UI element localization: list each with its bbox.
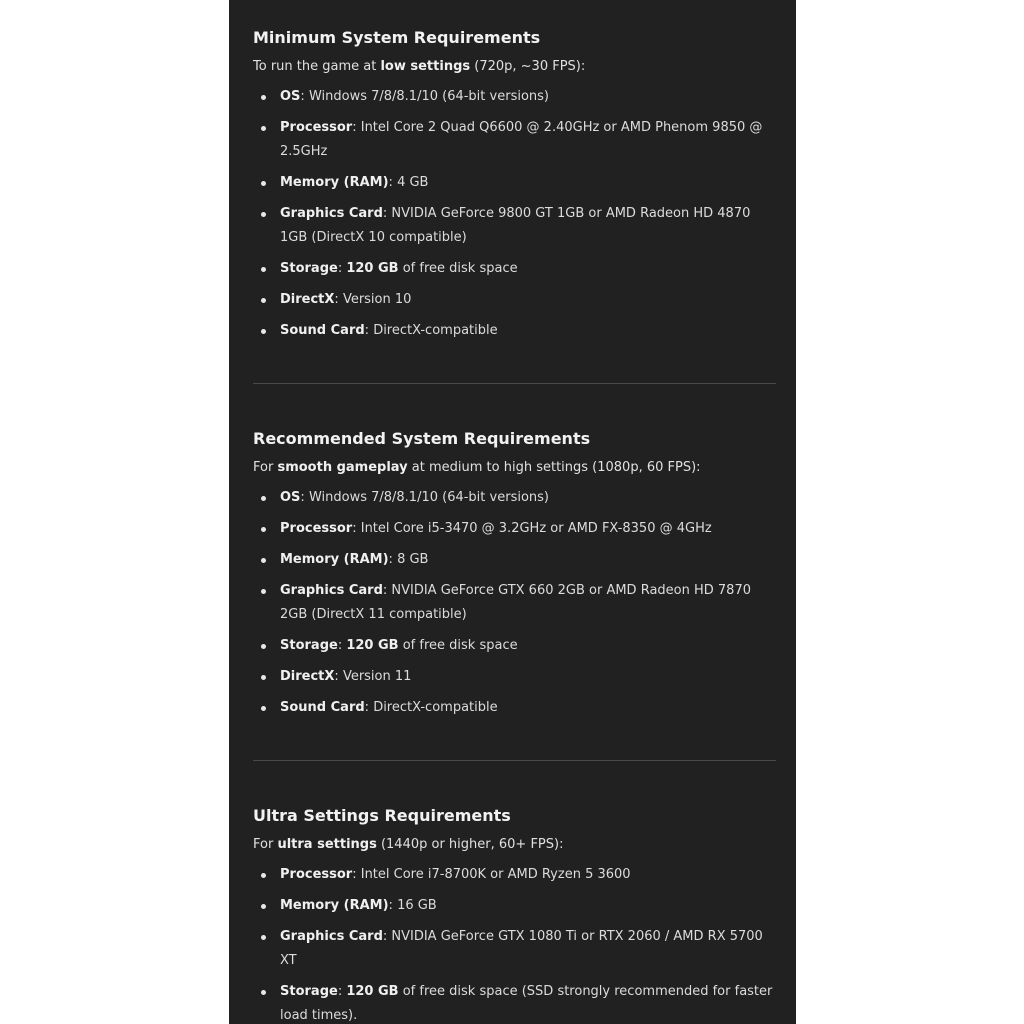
intro-text: (720p, ~30 FPS): [470,59,586,74]
item-label: Graphics Card [280,206,383,221]
item-separator: : [388,175,398,190]
item-separator: : [300,490,309,505]
item-separator: : [352,521,361,536]
item-label: Processor [280,521,353,536]
item-separator: : [382,206,392,221]
bullet-icon [261,675,266,680]
minimum-requirements-section [253,0,776,343]
item-value-emphasis: 120 GB [346,984,399,999]
list-item [253,171,776,195]
item-label: Storage [280,638,338,653]
list-item [253,696,776,720]
item-label: Processor [280,120,353,135]
item-label: Storage [280,261,338,276]
list-item [253,319,776,343]
bullet-icon [261,558,266,563]
list-item [253,925,776,973]
list-item [253,863,776,887]
intro-text: at medium to high settings (1080p, 60 FPS): [407,460,701,475]
item-separator: : [334,292,343,307]
item-separator: : [352,120,361,135]
item-separator: : [337,261,347,276]
list-item [253,548,776,572]
bullet-icon [261,527,266,532]
item-value: Version 11 [342,669,412,684]
item-separator: : [364,700,374,715]
bullet-icon [261,644,266,649]
bullet-icon [261,873,266,878]
item-value: NVIDIA GeForce GTX 660 2GB or AMD Radeon HD 7870 2GB (DirectX 11 compatible) [280,583,751,622]
item-separator: : [388,552,398,567]
bullet-icon [261,126,266,131]
item-separator: : [334,669,343,684]
item-value: NVIDIA GeForce 9800 GT 1GB or AMD Radeon HD 4870 1GB (DirectX 10 compatible) [280,206,751,245]
list-item [253,517,776,541]
bullet-icon [261,496,266,501]
item-value: DirectX-compatible [373,700,498,715]
item-value: 8 GB [397,552,429,567]
bullet-icon [261,935,266,940]
bullet-icon [261,212,266,217]
bullet-icon [261,589,266,594]
intro-emphasis: ultra settings [277,837,377,852]
item-value: Version 10 [342,292,412,307]
section-intro [253,57,776,77]
item-label: Graphics Card [280,583,383,598]
intro-emphasis: smooth gameplay [277,460,408,475]
item-value: NVIDIA GeForce GTX 1080 Ti or RTX 2060 / AMD RX 5700 XT [280,929,763,968]
bullet-icon [261,329,266,334]
item-value: of free disk space [398,261,518,276]
item-value: of free disk space (SSD strongly recommended for faster load times). [280,984,773,1023]
item-value: Intel Core i7-8700K or AMD Ryzen 5 3600 [360,867,631,882]
bullet-icon [261,990,266,995]
item-label: Storage [280,984,338,999]
requirements-list [253,486,776,720]
item-separator: : [337,638,347,653]
recommended-requirements-section [253,384,776,720]
requirements-panel [229,0,796,1024]
item-value-emphasis: 120 GB [346,638,399,653]
list-item [253,579,776,627]
bullet-icon [261,904,266,909]
intro-text: For [253,460,278,475]
intro-text: (1440p or higher, 60+ FPS): [376,837,564,852]
item-label: Memory (RAM) [280,175,389,190]
item-value: DirectX-compatible [373,323,498,338]
item-value: 16 GB [397,898,437,913]
list-item [253,202,776,250]
item-label: Memory (RAM) [280,898,389,913]
item-label: DirectX [280,669,335,684]
bullet-icon [261,181,266,186]
list-item [253,486,776,510]
section-intro [253,835,776,855]
item-label: Processor [280,867,353,882]
list-item [253,257,776,281]
item-separator: : [337,984,347,999]
item-label: OS [280,89,301,104]
item-value: 4 GB [397,175,429,190]
item-separator: : [388,898,398,913]
bullet-icon [261,95,266,100]
intro-text: For [253,837,278,852]
item-label: Sound Card [280,323,365,338]
section-title: Recommended System Requirements [253,429,591,448]
list-item [253,116,776,164]
ultra-requirements-section [253,761,776,1024]
item-label: Graphics Card [280,929,383,944]
list-item [253,288,776,312]
list-item [253,85,776,109]
intro-emphasis: low settings [380,59,471,74]
requirements-list [253,863,776,1024]
list-item [253,894,776,918]
section-title: Minimum System Requirements [253,28,541,47]
item-label: Memory (RAM) [280,552,389,567]
section-title: Ultra Settings Requirements [253,806,511,825]
item-value: of free disk space [398,638,518,653]
bullet-icon [261,267,266,272]
list-item [253,980,776,1024]
item-value: Intel Core i5-3470 @ 3.2GHz or AMD FX-8350 @ 4GHz [360,521,712,536]
bullet-icon [261,298,266,303]
item-value: Intel Core 2 Quad Q6600 @ 2.40GHz or AMD Phenom 9850 @ 2.5GHz [280,120,763,159]
item-separator: : [352,867,361,882]
item-label: DirectX [280,292,335,307]
item-separator: : [300,89,309,104]
section-intro [253,458,776,478]
item-label: OS [280,490,301,505]
item-value: Windows 7/8/8.1/10 (64-bit versions) [308,490,549,505]
intro-text: To run the game at [253,59,381,74]
item-separator: : [364,323,374,338]
item-separator: : [382,929,392,944]
list-item [253,665,776,689]
item-value: Windows 7/8/8.1/10 (64-bit versions) [308,89,549,104]
item-value-emphasis: 120 GB [346,261,399,276]
bullet-icon [261,706,266,711]
requirements-list [253,85,776,343]
item-label: Sound Card [280,700,365,715]
list-item [253,634,776,658]
item-separator: : [382,583,392,598]
